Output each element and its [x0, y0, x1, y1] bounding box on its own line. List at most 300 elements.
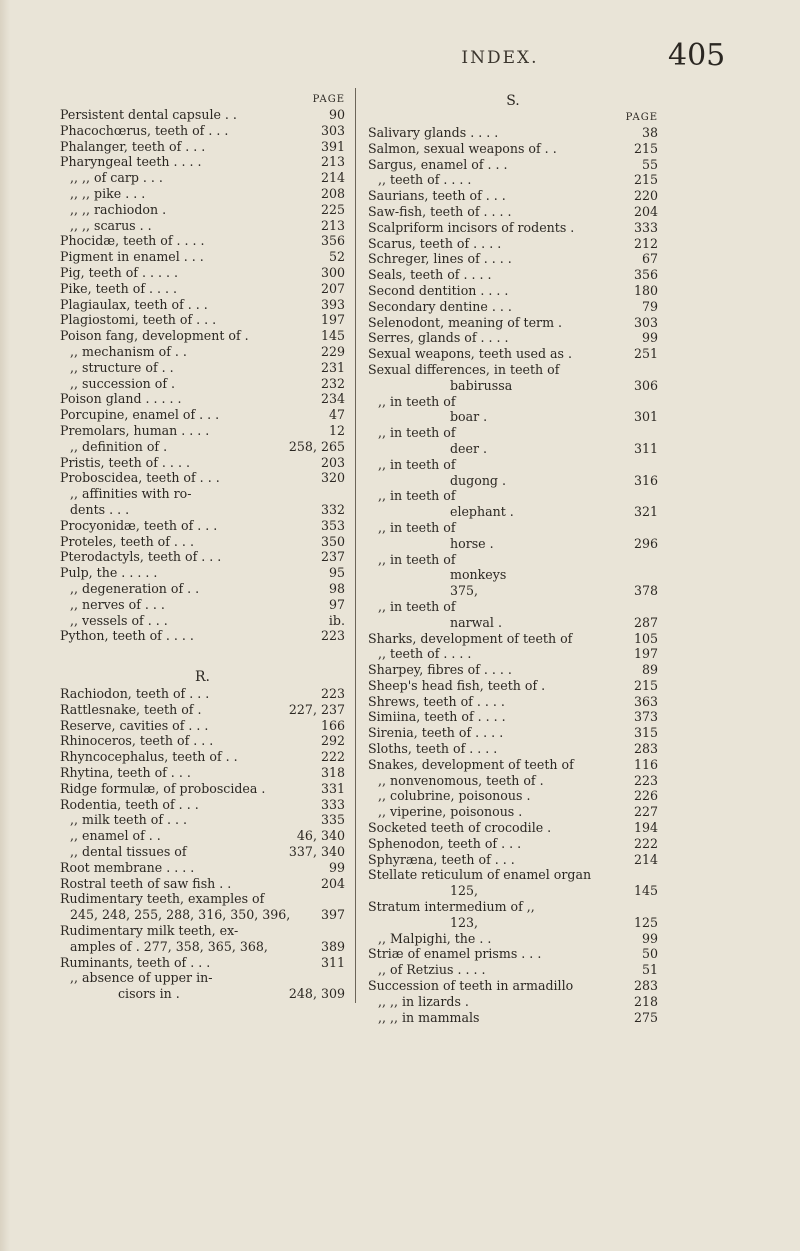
index-entry — [368, 646, 658, 662]
index-entry-term: Phacochœrus, teeth of . . . — [60, 122, 229, 138]
index-entry-page: 145 — [320, 328, 345, 344]
index-entry — [368, 409, 658, 425]
index-entry — [368, 504, 658, 520]
index-entry-term: ,, ,, of carp . . . — [70, 170, 163, 186]
index-entry — [60, 939, 345, 955]
index-entry-page: 180 — [633, 282, 658, 298]
index-entry — [60, 423, 345, 439]
index-entry-page: 99 — [641, 330, 658, 346]
index-entry — [60, 702, 345, 718]
index-entry-page: 231 — [320, 359, 345, 375]
index-entry-page: 197 — [633, 646, 658, 662]
index-entry — [368, 157, 658, 173]
index-entry — [368, 204, 658, 220]
index-entry-term: 125, — [450, 883, 479, 899]
index-entry — [368, 836, 658, 852]
index-entry — [60, 170, 345, 186]
index-entry — [368, 378, 658, 394]
index-entry — [368, 1010, 658, 1026]
index-entry-term: Rhyncocephalus, teeth of . . — [60, 749, 238, 765]
index-entry-page: 378 — [633, 583, 658, 599]
index-entry-page: 333 — [633, 219, 658, 235]
index-entry-term: Rodentia, teeth of . . . — [60, 796, 199, 812]
index-entry-page: 311 — [320, 954, 345, 970]
running-head: INDEX. — [461, 48, 539, 68]
index-entry — [368, 725, 658, 741]
index-entry — [368, 236, 658, 252]
index-entry — [368, 915, 658, 931]
index-entry-page: 194 — [633, 820, 658, 836]
index-entry — [60, 718, 345, 734]
index-entry-term: Salmon, sexual weapons of . . — [368, 140, 557, 156]
index-entry-term: Pike, teeth of . . . . — [60, 280, 178, 296]
index-entry — [60, 749, 345, 765]
index-entry — [368, 457, 658, 473]
index-entry — [368, 978, 658, 994]
index-entry — [60, 139, 345, 155]
index-entry-page: 283 — [633, 741, 658, 757]
index-entry-term: Ridge formulæ, of proboscidea . — [60, 780, 266, 796]
index-entry-term: ,, enamel of . . — [70, 828, 161, 844]
index-entry — [60, 565, 345, 581]
index-entry-page: 38 — [641, 125, 658, 140]
index-entry-page: 227, 237 — [288, 701, 345, 717]
index-entry-page: 67 — [641, 251, 658, 267]
index-entry-page: 223 — [320, 686, 345, 702]
index-entry-page: 105 — [633, 630, 658, 646]
index-entry-term: Succession of teeth in armadillo — [368, 978, 574, 994]
index-entry-term: dents . . . — [70, 501, 130, 517]
index-entry-term: Sharpey, fibres of . . . . — [368, 662, 512, 678]
page-edge-shadow — [0, 0, 10, 1251]
index-entry-page: 391 — [320, 138, 345, 154]
index-entry-page: 296 — [633, 535, 658, 551]
page-number: 405 — [668, 38, 726, 73]
index-entry-term: Root membrane . . . . — [60, 859, 195, 875]
index-entry — [368, 188, 658, 204]
index-entry-page: 301 — [633, 409, 658, 425]
index-entry — [368, 425, 658, 441]
index-entry-term: Python, teeth of . . . . — [60, 628, 194, 644]
index-entry-page: 79 — [641, 298, 658, 314]
index-entry-term: cisors in . — [118, 986, 180, 1002]
index-entry — [368, 757, 658, 773]
index-entry-term: ,, ,, pike . . . — [70, 185, 146, 201]
index-entry-page: 52 — [328, 249, 345, 265]
index-entry-page: 197 — [320, 312, 345, 328]
index-entry-term: ,, in teeth of — [378, 488, 456, 504]
index-entry-term: Sheep's head fish, teeth of . — [368, 677, 546, 693]
index-entry — [60, 597, 345, 613]
index-entry-page: 215 — [633, 172, 658, 188]
index-entry — [60, 733, 345, 749]
index-entry — [368, 394, 658, 410]
index-entry-term: Second dentition . . . . — [368, 282, 509, 298]
index-entry-term: babirussa — [450, 377, 513, 393]
index-entry — [60, 891, 345, 907]
index-entry-term: Pig, teeth of . . . . . — [60, 264, 178, 280]
index-entry-page: 47 — [328, 407, 345, 423]
index-entry — [60, 407, 345, 423]
index-entry — [368, 141, 658, 157]
index-entry-term: ,, in teeth of — [378, 425, 456, 441]
index-entry — [60, 486, 345, 502]
index-entry — [368, 599, 658, 615]
index-entry-term: ,, mechanism of . . — [70, 343, 187, 359]
index-entry — [368, 804, 658, 820]
index-list-s — [368, 125, 658, 1025]
index-entry-page: 287 — [633, 614, 658, 630]
index-entry-term: deer . — [450, 440, 487, 456]
index-entry-term: Stellate reticulum of enamel organ — [368, 867, 592, 883]
index-entry-term: Sphyræna, teeth of . . . — [368, 851, 515, 867]
index-entry — [60, 860, 345, 876]
index-entry — [368, 694, 658, 710]
index-entry — [60, 613, 345, 629]
index-entry — [368, 172, 658, 188]
index-entry-term: ,, degeneration of . . — [70, 580, 200, 596]
index-entry-term: ,, of Retzius . . . . — [378, 962, 486, 978]
index-entry-page: 331 — [320, 780, 345, 796]
index-entry — [368, 852, 658, 868]
index-entry-page: 315 — [633, 725, 658, 741]
index-entry — [368, 567, 658, 583]
index-entry-page: 234 — [320, 391, 345, 407]
index-entry-page: 207 — [320, 280, 345, 296]
index-entry — [368, 931, 658, 947]
index-entry — [368, 709, 658, 725]
index-entry — [368, 788, 658, 804]
index-entry-term: Scarus, teeth of . . . . — [368, 235, 502, 251]
index-entry-page: 90 — [328, 107, 345, 122]
index-entry-page: 215 — [633, 140, 658, 156]
index-entry — [368, 631, 658, 647]
left-column — [60, 92, 345, 1002]
index-entry-term: Procyonidæ, teeth of . . . — [60, 517, 218, 533]
index-entry-term: monkeys — [450, 567, 507, 583]
index-entry — [60, 628, 345, 644]
index-entry — [60, 312, 345, 328]
index-entry-term: boar . — [450, 409, 488, 425]
index-entry-term: Plagiostomi, teeth of . . . — [60, 312, 217, 328]
index-entry-term: ,, colubrine, poisonous . — [378, 788, 531, 804]
index-entry-page: 318 — [320, 765, 345, 781]
index-entry — [368, 899, 658, 915]
index-entry — [368, 741, 658, 757]
index-entry-page: 51 — [641, 962, 658, 978]
index-entry — [368, 346, 658, 362]
index-entry-page: 303 — [320, 122, 345, 138]
index-entry-term: Socketed teeth of crocodile . — [368, 820, 552, 836]
index-entry-page: 95 — [328, 565, 345, 581]
index-list-p — [60, 107, 345, 644]
index-entry-term: ,, viperine, poisonous . — [378, 804, 523, 820]
index-entry — [368, 267, 658, 283]
index-entry-term: narwal . — [450, 614, 502, 630]
index-entry-page: 258, 265 — [288, 438, 345, 454]
index-entry-term: Rostral teeth of saw fish . . — [60, 875, 232, 891]
index-entry — [368, 125, 658, 141]
index-entry-page: 227 — [633, 804, 658, 820]
index-entry-page: 99 — [641, 930, 658, 946]
index-entry-page: 220 — [633, 188, 658, 204]
index-entry-term: Salivary glands . . . . — [368, 125, 499, 140]
index-entry — [60, 265, 345, 281]
index-entry-term: Rudimentary milk teeth, ex- — [60, 923, 239, 939]
index-entry-page: 214 — [320, 170, 345, 186]
index-entry-page: 204 — [633, 203, 658, 219]
index-entry — [60, 812, 345, 828]
index-entry — [368, 946, 658, 962]
index-entry-term: Striæ of enamel prisms . . . — [368, 946, 542, 962]
index-entry-term: ,, Malpighi, the . . — [378, 930, 492, 946]
index-entry-page: 320 — [320, 470, 345, 486]
index-entry-page: 222 — [633, 835, 658, 851]
index-entry — [368, 820, 658, 836]
index-entry — [60, 391, 345, 407]
index-entry-term: Sloths, teeth of . . . . — [368, 741, 498, 757]
index-entry — [368, 615, 658, 631]
index-entry — [60, 923, 345, 939]
index-entry-term: Rhytina, teeth of . . . — [60, 765, 191, 781]
index-entry — [60, 470, 345, 486]
index-entry-page: 248, 309 — [288, 986, 345, 1002]
index-entry-page: 225 — [320, 201, 345, 217]
index-entry — [60, 502, 345, 518]
index-entry — [60, 844, 345, 860]
index-entry — [60, 534, 345, 550]
index-entry-term: Schreger, lines of . . . . — [368, 251, 512, 267]
index-entry — [60, 828, 345, 844]
index-entry-page: ib. — [328, 612, 345, 628]
index-entry-term: Poison fang, development of . — [60, 328, 249, 344]
index-entry-term: Pulp, the . . . . . — [60, 565, 158, 581]
index-entry — [60, 218, 345, 234]
index-entry-page: 218 — [633, 993, 658, 1009]
index-entry-term: Pterodactyls, teeth of . . . — [60, 549, 222, 565]
index-entry-page: 166 — [320, 717, 345, 733]
index-entry — [368, 299, 658, 315]
index-entry-term: ,, ,, scarus . . — [70, 217, 152, 233]
index-entry-term: Sharks, development of teeth of — [368, 630, 573, 646]
index-entry-term: Sexual differences, in teeth of — [368, 361, 560, 377]
index-entry-term: Proboscidea, teeth of . . . — [60, 470, 220, 486]
index-entry — [60, 686, 345, 702]
index-entry-term: Porcupine, enamel of . . . — [60, 407, 220, 423]
index-entry-term: Seals, teeth of . . . . — [368, 267, 492, 283]
index-entry — [368, 678, 658, 694]
index-entry-term: ,, ,, rachiodon . — [70, 201, 167, 217]
index-entry — [60, 797, 345, 813]
index-entry-page: 332 — [320, 501, 345, 517]
index-entry — [60, 107, 345, 123]
index-entry — [60, 439, 345, 455]
index-entry-term: Sexual weapons, teeth used as . — [368, 346, 573, 362]
index-entry-term: ,, nonvenomous, teeth of . — [378, 772, 544, 788]
page-column-heading: PAGE — [312, 94, 345, 105]
index-entry-term: ,, ,, in mammals — [378, 1009, 480, 1025]
index-entry-page: 213 — [320, 154, 345, 170]
index-entry-term: Rhinoceros, teeth of . . . — [60, 733, 214, 749]
index-entry-page: 283 — [633, 978, 658, 994]
index-entry-term: Selenodont, meaning of term . — [368, 314, 563, 330]
index-entry-term: Serres, glands of . . . . — [368, 330, 509, 346]
index-entry — [60, 233, 345, 249]
index-entry — [60, 202, 345, 218]
index-entry — [60, 360, 345, 376]
index-list-r — [60, 686, 345, 1002]
index-entry-page: 99 — [328, 859, 345, 875]
index-entry-page: 222 — [320, 749, 345, 765]
index-entry-page: 353 — [320, 517, 345, 533]
index-entry — [368, 662, 658, 678]
index-entry-term: Proteles, teeth of . . . — [60, 533, 194, 549]
index-entry-page: 215 — [633, 677, 658, 693]
index-entry-term: Sphenodon, teeth of . . . — [368, 835, 522, 851]
index-entry-page: 223 — [320, 628, 345, 644]
index-entry-term: 123, — [450, 914, 479, 930]
index-entry-term: horse . — [450, 535, 494, 551]
index-entry-term: Reserve, cavities of . . . — [60, 717, 209, 733]
index-entry-page: 116 — [633, 756, 658, 772]
index-entry-page: 335 — [320, 812, 345, 828]
index-entry-term: Phocidæ, teeth of . . . . — [60, 233, 205, 249]
index-entry — [368, 441, 658, 457]
index-entry-term: Plagiaulax, teeth of . . . — [60, 296, 208, 312]
index-entry-page: 356 — [320, 233, 345, 249]
index-entry-term: Pharyngeal teeth . . . . — [60, 154, 202, 170]
index-entry — [368, 362, 658, 378]
index-entry — [368, 520, 658, 536]
index-entry-page: 229 — [320, 343, 345, 359]
index-entry — [60, 344, 345, 360]
index-entry — [368, 536, 658, 552]
index-entry — [60, 455, 345, 471]
index-entry-term: Rudimentary teeth, examples of — [60, 891, 265, 907]
index-entry-page: 208 — [320, 185, 345, 201]
index-entry-page: 393 — [320, 296, 345, 312]
index-entry-term: ,, structure of . . — [70, 359, 174, 375]
index-entry-term: Phalanger, teeth of . . . — [60, 138, 206, 154]
index-entry-term: Rattlesnake, teeth of . — [60, 701, 202, 717]
index-entry-term: ,, in teeth of — [378, 551, 456, 567]
index-entry — [60, 281, 345, 297]
index-entry — [368, 583, 658, 599]
index-entry-term: dugong . — [450, 472, 506, 488]
index-entry-page: 89 — [641, 662, 658, 678]
index-entry-page: 97 — [328, 596, 345, 612]
index-entry — [60, 907, 345, 923]
index-entry-term: ,, teeth of . . . . — [378, 172, 472, 188]
index-entry — [60, 376, 345, 392]
index-entry-page: 46, 340 — [296, 828, 345, 844]
index-entry-term: 245, 248, 255, 288, 316, 350, 396, — [70, 907, 291, 923]
index-entry — [60, 986, 345, 1002]
index-entry — [60, 154, 345, 170]
index-entry — [60, 123, 345, 139]
index-entry-term: Scalpriform incisors of rodents . — [368, 219, 575, 235]
index-entry-page: 300 — [320, 264, 345, 280]
index-entry-page: 306 — [633, 377, 658, 393]
index-entry-term: Ruminants, teeth of . . . — [60, 954, 211, 970]
index-entry — [60, 581, 345, 597]
index-entry — [60, 876, 345, 892]
index-entry-page: 373 — [633, 709, 658, 725]
index-entry — [368, 773, 658, 789]
index-entry-term: ,, in teeth of — [378, 519, 456, 535]
index-entry-page: 232 — [320, 375, 345, 391]
index-entry — [368, 962, 658, 978]
index-entry — [368, 251, 658, 267]
index-entry — [368, 883, 658, 899]
index-entry — [60, 328, 345, 344]
index-entry-page: 251 — [633, 346, 658, 362]
index-entry-page: 226 — [633, 788, 658, 804]
index-entry-term: ,, dental tissues of — [70, 844, 187, 860]
index-entry-term: ,, in teeth of — [378, 598, 456, 614]
index-entry-page: 350 — [320, 533, 345, 549]
index-entry-term: Pigment in enamel . . . — [60, 249, 204, 265]
index-entry-term: Shrews, teeth of . . . . — [368, 693, 505, 709]
index-entry-page: 292 — [320, 733, 345, 749]
index-entry-term: Rachiodon, teeth of . . . — [60, 686, 210, 702]
index-entry-page: 356 — [633, 267, 658, 283]
index-entry — [60, 297, 345, 313]
index-entry-term: Poison gland . . . . . — [60, 391, 182, 407]
index-entry — [368, 552, 658, 568]
index-entry-term: ,, in teeth of — [378, 393, 456, 409]
index-entry-page: 98 — [328, 580, 345, 596]
index-entry-term: Secondary dentine . . . — [368, 298, 512, 314]
page-column-heading: PAGE — [625, 112, 658, 123]
index-entry — [60, 955, 345, 971]
section-letter-r: R. — [195, 669, 210, 686]
index-entry-term: ,, teeth of . . . . — [378, 646, 472, 662]
index-entry-term: Snakes, development of teeth of — [368, 756, 574, 772]
index-entry — [368, 220, 658, 236]
section-letter-s: S. — [506, 93, 520, 109]
index-entry — [368, 283, 658, 299]
index-entry-page: 213 — [320, 217, 345, 233]
index-entry — [60, 970, 345, 986]
index-entry-term: Saurians, teeth of . . . — [368, 188, 506, 204]
index-entry — [368, 330, 658, 346]
index-entry-term: ,, vessels of . . . — [70, 612, 168, 628]
index-entry-term: Stratum intermedium of ,, — [368, 899, 535, 915]
index-entry-term: ,, nerves of . . . — [70, 596, 165, 612]
right-column — [368, 92, 658, 1025]
index-entry-page: 275 — [633, 1009, 658, 1025]
index-entry-page: 303 — [633, 314, 658, 330]
column-divider — [355, 88, 356, 1003]
index-entry — [60, 781, 345, 797]
index-entry — [60, 518, 345, 534]
index-entry — [60, 249, 345, 265]
index-entry-page: 212 — [633, 235, 658, 251]
index-entry-page: 214 — [633, 851, 658, 867]
index-entry-page: 363 — [633, 693, 658, 709]
index-entry-page: 50 — [641, 946, 658, 962]
index-entry-term: Saw-fish, teeth of . . . . — [368, 203, 512, 219]
index-entry-term: Simiina, teeth of . . . . — [368, 709, 506, 725]
index-entry-term: Sargus, enamel of . . . — [368, 156, 508, 172]
index-entry — [60, 186, 345, 202]
index-entry-page: 223 — [633, 772, 658, 788]
index-entry-page: 311 — [633, 440, 658, 456]
index-entry — [368, 488, 658, 504]
index-entry-term: ,, absence of upper in- — [70, 970, 213, 986]
index-entry-term: Persistent dental capsule . . — [60, 107, 237, 122]
